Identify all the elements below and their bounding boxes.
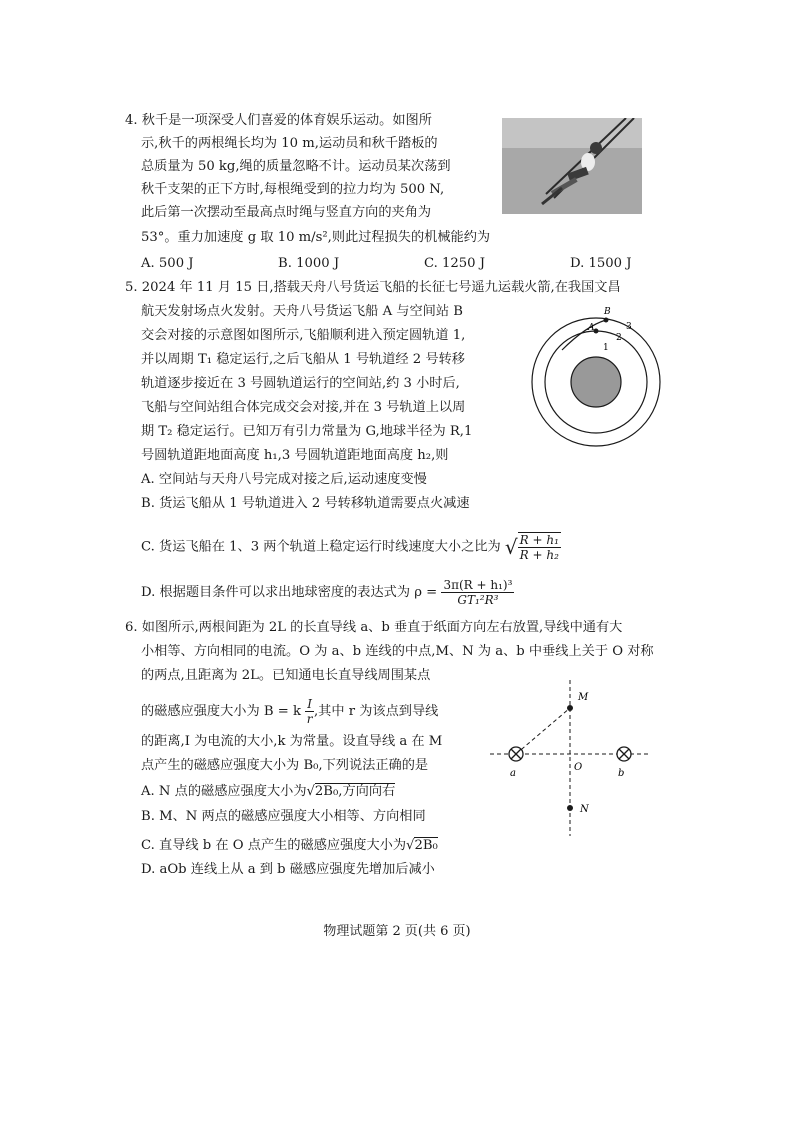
station-b-dot	[604, 318, 609, 323]
q6-line-4: 的距离,I 为电流的大小,k 为常量。设直导线 a 在 M	[141, 734, 443, 749]
q4-option-b: B. 1000 J	[278, 256, 340, 271]
q6-formula-suffix: ,其中 r 为该点到导线	[313, 704, 439, 719]
point-m	[567, 705, 573, 711]
q4-line-2: 示,秋千的两根绳长均为 10 m,运动员和秋千踏板的	[141, 136, 438, 151]
q4-option-a: A. 500 J	[141, 256, 194, 271]
q6-formula-line	[141, 697, 438, 726]
q5-line-1: 5. 2024 年 11 月 15 日,搭载天舟八号货运飞船的长征七号遥九运载火箭,在我国文昌	[125, 280, 621, 295]
q5-option-c	[141, 532, 561, 562]
label-m: M	[578, 692, 589, 703]
q4-line-3: 总质量为 50 kg,绳的质量忽略不计。运动员某次荡到	[141, 159, 451, 174]
q4-line-5: 此后第一次摆动至最高点时绳与竖直方向的夹角为	[141, 205, 432, 220]
q6-formula-prefix: 的磁感应强度大小为 B = k	[141, 704, 301, 719]
q5-option-c-text: C. 货运飞船在 1、3 两个轨道上稳定运行时线速度大小之比为	[141, 539, 501, 555]
q6-option-a: A. N 点的磁感应强度大小为√2B₀,方向向右	[141, 784, 396, 799]
sqrt-sign: √	[406, 838, 415, 853]
q6-option-b: B. M、N 两点的磁感应强度大小相等、方向相同	[141, 809, 426, 824]
q5-line-6: 飞船与空间站组合体完成交会对接,并在 3 号轨道上以周	[141, 400, 466, 415]
q5-option-d	[141, 578, 514, 607]
wire-b-icon	[617, 747, 631, 761]
q6-option-c: C. 直导线 b 在 O 点产生的磁感应强度大小为√2B₀	[141, 838, 438, 853]
q5-option-d-text: D. 根据题目条件可以求出地球密度的表达式为 ρ =	[141, 585, 438, 600]
q4-option-d: D. 1500 J	[570, 256, 632, 271]
swing-photo	[502, 118, 642, 214]
q6-option-d: D. aOb 连线上从 a 到 b 磁感应强度先增加后减小	[141, 862, 435, 877]
label-a: a	[510, 768, 516, 779]
label-orbit-3: 3	[626, 322, 632, 332]
wire-a-icon	[509, 747, 523, 761]
q4-option-c: C. 1250 J	[424, 256, 486, 271]
q4-options	[141, 253, 661, 275]
q6-line-5: 点产生的磁感应强度大小为 B₀,下列说法正确的是	[141, 758, 429, 773]
label-b: b	[618, 768, 625, 779]
label-orbit-1: 1	[603, 343, 609, 353]
q5-line-8: 号圆轨道距地面高度 h₁,3 号圆轨道距地面高度 h₂,则	[141, 448, 449, 463]
label-b: B	[604, 307, 611, 317]
point-n	[567, 805, 573, 811]
wire-diagram	[490, 680, 660, 840]
q6-formula-fraction: $\frac{I}{r}$	[306, 697, 313, 726]
q5-line-4: 并以周期 T₁ 稳定运行,之后飞船从 1 号轨道经 2 号转移	[141, 352, 465, 367]
q5-d-fraction: $\frac{\text{3π(R + h₁)³}}{\text{GT₁²R³}}$	[443, 578, 513, 607]
q5-option-a: A. 空间站与天舟八号完成对接之后,运动速度变慢	[141, 472, 427, 487]
q4-line-6: 53°。重力加速度 g 取 10 m/s²,则此过程损失的机械能约为	[141, 230, 491, 245]
label-o: O	[574, 762, 583, 773]
sqrt-sign: √	[306, 784, 315, 799]
label-orbit-2: 2	[616, 333, 622, 343]
orbit-diagram	[526, 302, 666, 452]
q6-line-3: 的两点,且距离为 2L。已知通电长直导线周围某点	[141, 668, 431, 683]
q4-line-4: 秋千支架的正下方时,每根绳受到的拉力均为 500 N,	[141, 182, 445, 197]
sqrt-sign: √	[504, 535, 518, 559]
label-n: N	[580, 804, 589, 815]
q5-line-3: 交会对接的示意图如图所示,飞船顺利进入预定圆轨道 1,	[141, 328, 466, 343]
q5-c-fraction: $\frac{\text{R + h₁}}{\text{R + h₂}}$	[519, 533, 559, 562]
q4-line-1: 4. 秋千是一项深受人们喜爱的体育娱乐运动。如图所	[125, 113, 432, 128]
q5-line-7: 期 T₂ 稳定运行。已知万有引力常量为 G,地球半径为 R,1	[141, 424, 473, 439]
q5-option-b: B. 货运飞船从 1 号轨道进入 2 号转移轨道需要点火减速	[141, 496, 470, 511]
q6-line-1: 6. 如图所示,两根间距为 2L 的长直导线 a、b 垂直于纸面方向左右放置,导线中通有大	[125, 620, 623, 635]
q6-line-2: 小相等、方向相同的电流。O 为 a、b 连线的中点,M、N 为 a、b 中垂线上关于 O 对称	[141, 644, 654, 659]
q5-line-2: 航天发射场点火发射。天舟八号货运飞船 A 与空间站 B	[141, 304, 463, 319]
q5-line-5: 轨道逐步接近在 3 号圆轨道运行的空间站,约 3 小时后,	[141, 376, 460, 391]
label-a: A	[588, 323, 595, 333]
page-footer: 物理试题第 2 页(共 6 页)	[323, 924, 471, 939]
